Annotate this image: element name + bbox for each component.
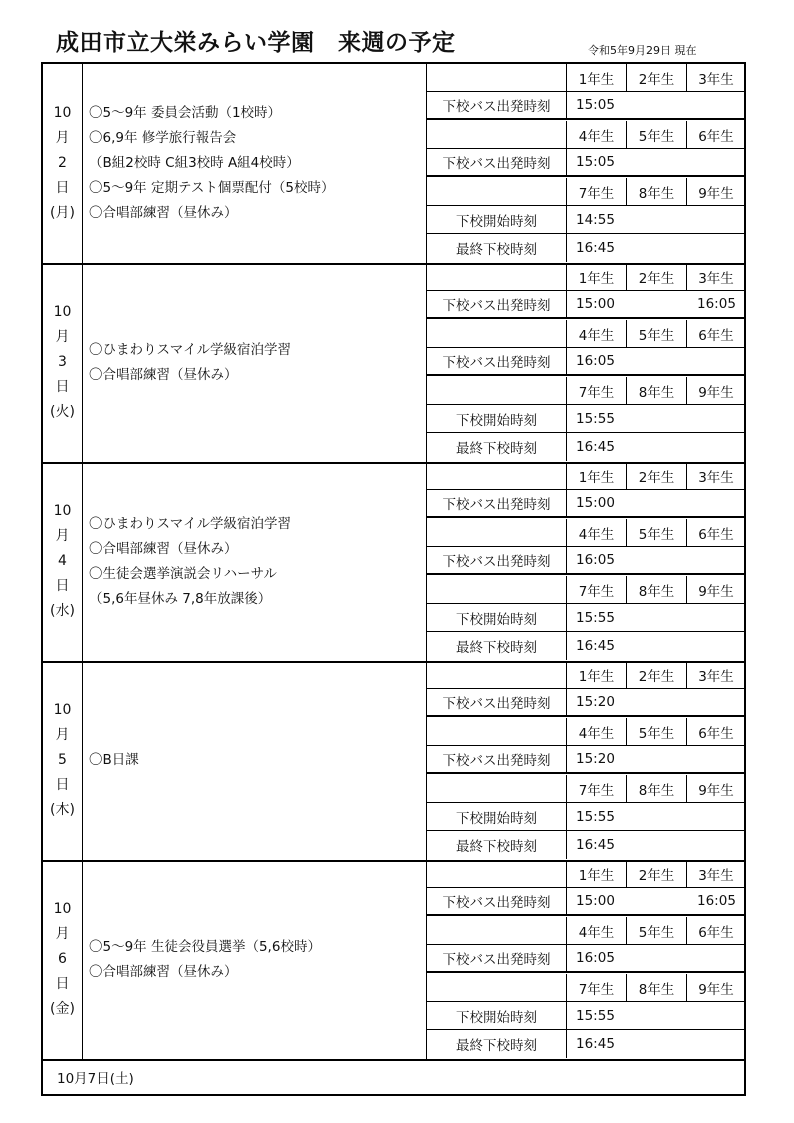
bus-time-row — [427, 689, 745, 717]
grade-header-row — [427, 519, 745, 547]
dismiss-time-row — [427, 803, 745, 831]
date-day: 2 — [58, 155, 67, 171]
final-time-row — [427, 831, 745, 859]
grade-label: 8年生 — [627, 974, 687, 1001]
grade-label: 6年生 — [698, 526, 734, 543]
grade-header-row — [427, 860, 745, 888]
row-label: 下校バス出発時刻 — [427, 348, 567, 374]
time-value: 15:55 — [576, 808, 615, 825]
grade-label: 4年生 — [567, 519, 627, 546]
grade-label: 5年生 — [627, 718, 687, 745]
time-grid — [426, 860, 745, 1059]
grade-label: 8年生 — [627, 576, 687, 603]
events-cell — [89, 263, 419, 462]
grade-label: 3年生 — [698, 71, 734, 88]
schedule-table — [41, 62, 746, 1096]
time-value: 15:05 — [576, 154, 615, 170]
date-cell — [43, 263, 83, 462]
time-grid — [426, 263, 745, 462]
date-day-char: 日 — [55, 180, 70, 196]
bus-time-row — [427, 149, 745, 177]
event-item: （B組2校時 C組3校時 A組4校時） — [89, 155, 300, 171]
time-value: 15:20 — [576, 694, 615, 710]
row-label: 下校バス出発時刻 — [427, 490, 567, 516]
grade-header-row — [427, 377, 745, 405]
grade-label: 5年生 — [627, 519, 687, 546]
row-label: 最終下校時刻 — [427, 234, 567, 262]
date-month: 10 — [53, 901, 72, 917]
time-grid — [426, 661, 745, 860]
event-item: 〇5～9年 委員会活動（1校時） — [89, 105, 282, 121]
grade-header-row — [427, 576, 745, 604]
grade-label: 9年生 — [698, 782, 734, 799]
grade-header-row — [427, 320, 745, 348]
grade-label: 8年生 — [627, 775, 687, 802]
grade-label: 1年生 — [567, 462, 627, 489]
grade-label: 9年生 — [698, 384, 734, 401]
final-time-row — [427, 433, 745, 461]
grade-label: 3年生 — [698, 270, 734, 287]
event-item: 〇ひまわりスマイル学級宿泊学習 — [89, 341, 291, 358]
bus-time-row — [427, 888, 745, 916]
date-weekday: (金) — [50, 1001, 75, 1017]
grade-label: 7年生 — [567, 775, 627, 802]
date-month-char: 月 — [55, 926, 70, 942]
date-cell — [43, 661, 83, 860]
time-value: 16:45 — [576, 837, 615, 853]
date-month: 10 — [53, 503, 72, 519]
grade-label: 6年生 — [698, 924, 734, 941]
time-value: 16:45 — [576, 439, 615, 455]
row-label: 下校開始時刻 — [427, 206, 567, 233]
grade-label: 9年生 — [698, 583, 734, 600]
grade-label: 8年生 — [627, 377, 687, 404]
grade-label: 7年生 — [567, 974, 627, 1001]
grade-header-row — [427, 718, 745, 746]
grade-label: 6年生 — [698, 128, 734, 145]
date-day-char: 日 — [55, 976, 70, 992]
grade-label: 1年生 — [567, 661, 627, 688]
day-block — [43, 64, 744, 265]
date-day-char: 日 — [55, 777, 70, 793]
grade-label: 3年生 — [698, 668, 734, 685]
grade-label: 1年生 — [567, 860, 627, 887]
grade-label: 2年生 — [627, 462, 687, 489]
row-label: 下校バス出発時刻 — [427, 291, 567, 317]
time-value: 16:45 — [576, 638, 615, 654]
row-label: 最終下校時刻 — [427, 433, 567, 461]
row-label: 最終下校時刻 — [427, 1030, 567, 1058]
grade-header-row — [427, 974, 745, 1002]
day-block — [43, 661, 744, 862]
row-label: 下校バス出発時刻 — [427, 888, 567, 914]
grade-label: 7年生 — [567, 377, 627, 404]
event-item: （5,6年昼休み 7,8年放課後） — [89, 590, 272, 607]
dismiss-time-row — [427, 1002, 745, 1030]
as-of-date: 令和5年9月29日 現在 — [588, 44, 697, 57]
time-value: 16:05 — [697, 893, 736, 909]
bus-time-row — [427, 348, 745, 376]
events-cell — [89, 64, 419, 263]
row-label: 下校バス出発時刻 — [427, 547, 567, 573]
grade-label: 1年生 — [567, 64, 627, 91]
grade-label: 8年生 — [627, 178, 687, 205]
page-title: 成田市立大栄みらい学園 来週の予定 — [56, 29, 456, 56]
event-item: 〇ひまわりスマイル学級宿泊学習 — [89, 515, 291, 532]
row-label: 下校バス出発時刻 — [427, 689, 567, 715]
date-cell — [43, 860, 83, 1059]
row-label: 下校開始時刻 — [427, 803, 567, 830]
date-day: 5 — [58, 752, 67, 768]
grade-label: 7年生 — [567, 576, 627, 603]
time-value: 14:55 — [576, 211, 615, 228]
date-month: 10 — [53, 304, 72, 320]
date-day: 3 — [58, 354, 67, 370]
grade-label: 1年生 — [567, 263, 627, 290]
events-cell — [89, 860, 419, 1059]
date-weekday: (月) — [50, 205, 75, 221]
date-month-char: 月 — [55, 329, 70, 345]
grade-label: 4年生 — [567, 917, 627, 944]
grade-header-row — [427, 462, 745, 490]
time-value: 16:05 — [697, 296, 736, 312]
row-label: 下校バス出発時刻 — [427, 149, 567, 175]
bus-time-row — [427, 945, 745, 973]
bus-time-row — [427, 490, 745, 518]
time-value: 16:05 — [576, 552, 615, 568]
grade-label: 4年生 — [567, 320, 627, 347]
time-value: 15:00 — [576, 296, 615, 312]
time-value: 16:45 — [576, 1036, 615, 1052]
time-grid — [426, 462, 745, 661]
row-label: 最終下校時刻 — [427, 632, 567, 660]
time-value: 15:55 — [576, 609, 615, 626]
time-value: 15:00 — [576, 893, 615, 909]
event-item: 〇合唱部練習（昼休み） — [89, 540, 238, 557]
grade-label: 5年生 — [627, 121, 687, 148]
grade-label: 6年生 — [698, 327, 734, 344]
row-label: 下校開始時刻 — [427, 1002, 567, 1029]
grade-label: 6年生 — [698, 725, 734, 742]
date-month-char: 月 — [55, 130, 70, 146]
grade-header-row — [427, 178, 745, 206]
grade-label: 2年生 — [627, 263, 687, 290]
final-time-row — [427, 1030, 745, 1058]
grade-label: 3年生 — [698, 469, 734, 486]
event-item: 〇合唱部練習（昼休み） — [89, 963, 238, 980]
time-value: 16:05 — [576, 950, 615, 966]
grade-label: 7年生 — [567, 178, 627, 205]
row-label: 最終下校時刻 — [427, 831, 567, 859]
day-block — [43, 263, 744, 464]
grade-label: 2年生 — [627, 661, 687, 688]
row-label: 下校開始時刻 — [427, 405, 567, 432]
time-grid — [426, 64, 745, 263]
row-label: 下校開始時刻 — [427, 604, 567, 631]
grade-header-row — [427, 121, 745, 149]
final-time-row — [427, 632, 745, 660]
grade-label: 9年生 — [698, 185, 734, 202]
date-month: 10 — [53, 105, 72, 121]
date-day-char: 日 — [55, 379, 70, 395]
time-value: 15:55 — [576, 410, 615, 427]
date-day: 4 — [58, 553, 67, 569]
date-month: 10 — [53, 702, 72, 718]
dismiss-time-row — [427, 604, 745, 632]
time-value: 16:45 — [576, 240, 615, 256]
event-item: 〇5～9年 生徒会役員選挙（5,6校時） — [89, 938, 321, 955]
time-value: 15:00 — [576, 495, 615, 511]
row-label: 下校バス出発時刻 — [427, 746, 567, 772]
time-value: 15:20 — [576, 751, 615, 767]
row-label: 下校バス出発時刻 — [427, 92, 567, 118]
event-item: 〇6,9年 修学旅行報告会 — [89, 130, 237, 146]
date-weekday: (木) — [50, 802, 75, 818]
day-block — [43, 462, 744, 663]
final-time-row — [427, 234, 745, 262]
time-value: 16:05 — [576, 353, 615, 369]
grade-label: 2年生 — [627, 860, 687, 887]
time-value: 15:55 — [576, 1007, 615, 1024]
event-item: 〇生徒会選挙演説会リハーサル — [89, 565, 277, 582]
event-item: 〇合唱部練習（昼休み） — [89, 205, 238, 221]
date-month-char: 月 — [55, 727, 70, 743]
date-day: 6 — [58, 951, 67, 967]
event-item: 〇合唱部練習（昼休み） — [89, 366, 238, 383]
date-weekday: (水) — [50, 603, 75, 619]
grade-label: 4年生 — [567, 718, 627, 745]
grade-header-row — [427, 917, 745, 945]
grade-label: 5年生 — [627, 320, 687, 347]
dismiss-time-row — [427, 405, 745, 433]
events-cell — [89, 661, 419, 860]
grade-label: 4年生 — [567, 121, 627, 148]
bus-time-row — [427, 92, 745, 120]
bus-time-row — [427, 547, 745, 575]
grade-header-row — [427, 661, 745, 689]
row-label: 下校バス出発時刻 — [427, 945, 567, 971]
grade-label: 5年生 — [627, 917, 687, 944]
date-cell — [43, 462, 83, 661]
saturday-row: 10月7日(土) — [57, 1070, 134, 1087]
grade-label: 3年生 — [698, 867, 734, 884]
day-block — [43, 860, 744, 1061]
time-value: 15:05 — [576, 97, 615, 113]
grade-label: 2年生 — [627, 64, 687, 91]
grade-header-row — [427, 263, 745, 291]
events-cell — [89, 462, 419, 661]
bus-time-row — [427, 291, 745, 319]
grade-header-row — [427, 64, 745, 92]
event-item: 〇5～9年 定期テスト個票配付（5校時） — [89, 180, 335, 196]
bus-time-row — [427, 746, 745, 774]
event-item: 〇B日課 — [89, 752, 139, 768]
grade-header-row — [427, 775, 745, 803]
date-day-char: 日 — [55, 578, 70, 594]
grade-label: 9年生 — [698, 981, 734, 998]
date-cell — [43, 64, 83, 263]
date-month-char: 月 — [55, 528, 70, 544]
dismiss-time-row — [427, 206, 745, 234]
date-weekday: (火) — [50, 404, 75, 420]
